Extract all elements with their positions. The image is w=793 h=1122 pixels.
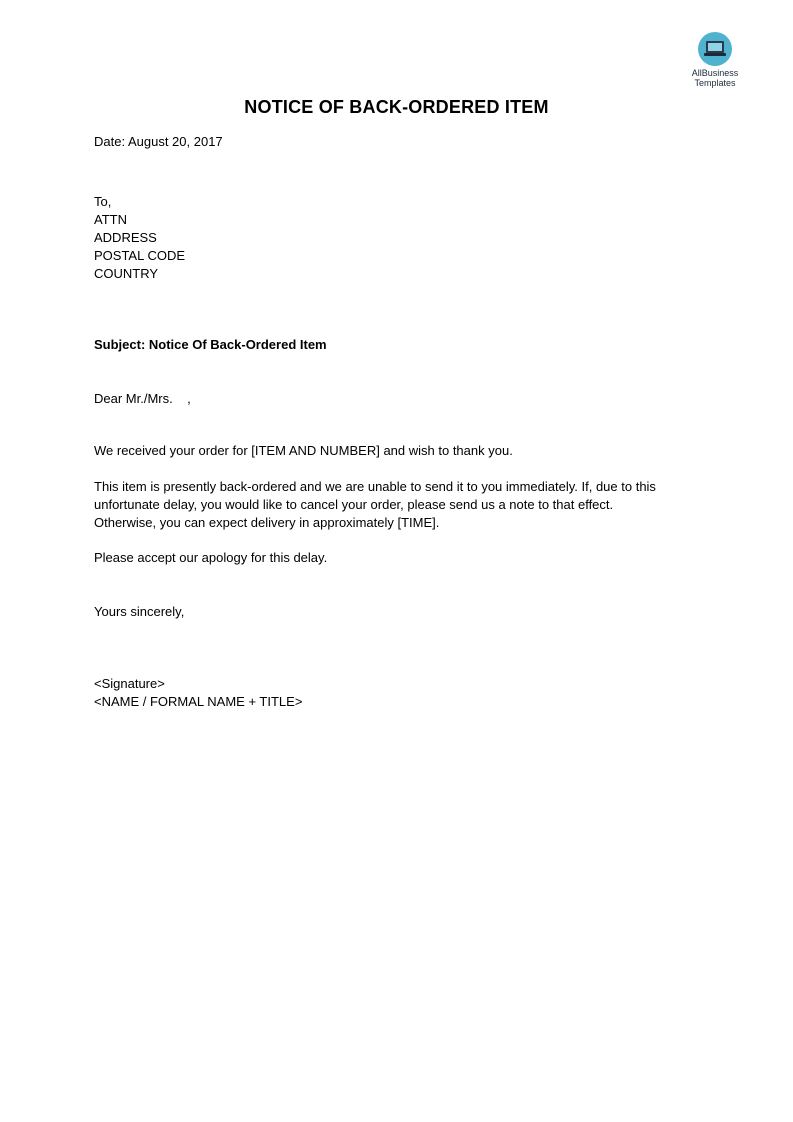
address-to: To, — [94, 194, 112, 209]
logo-line-1: AllBusiness — [691, 68, 739, 78]
body-paragraph-1: We received your order for [ITEM AND NUMBER] and wish to thank you. — [94, 443, 513, 458]
address-country: COUNTRY — [94, 266, 159, 281]
body-paragraph-3: Please accept our apology for this delay. — [94, 550, 328, 565]
name-title-placeholder: <NAME / FORMAL NAME + TITLE> — [94, 694, 303, 709]
signature-placeholder: <Signature> — [94, 676, 165, 691]
logo-line-2: Templates — [694, 78, 736, 88]
address-attn: ATTN — [94, 212, 127, 227]
body-paragraph-2-line-1: This item is presently back-ordered and we are unable to send it to you immediately. If, due to this — [94, 479, 656, 494]
address-postal-code: POSTAL CODE — [94, 248, 186, 263]
body-paragraph-2-line-2: unfortunate delay, you would like to cancel your order, please send us a note to that effect. — [94, 497, 614, 512]
greeting: Dear Mr./Mrs. , — [94, 391, 191, 406]
document-title: NOTICE OF BACK-ORDERED ITEM — [244, 97, 549, 117]
date-line: Date: August 20, 2017 — [94, 134, 223, 149]
address-line: ADDRESS — [94, 230, 157, 245]
closing: Yours sincerely, — [94, 604, 185, 619]
allbusiness-logo — [682, 32, 748, 88]
subject-line: Subject: Notice Of Back-Ordered Item — [94, 337, 327, 352]
laptop-icon — [698, 32, 732, 66]
logo-text — [682, 68, 748, 88]
body-paragraph-2-line-3: Otherwise, you can expect delivery in approximately [TIME]. — [94, 515, 440, 530]
